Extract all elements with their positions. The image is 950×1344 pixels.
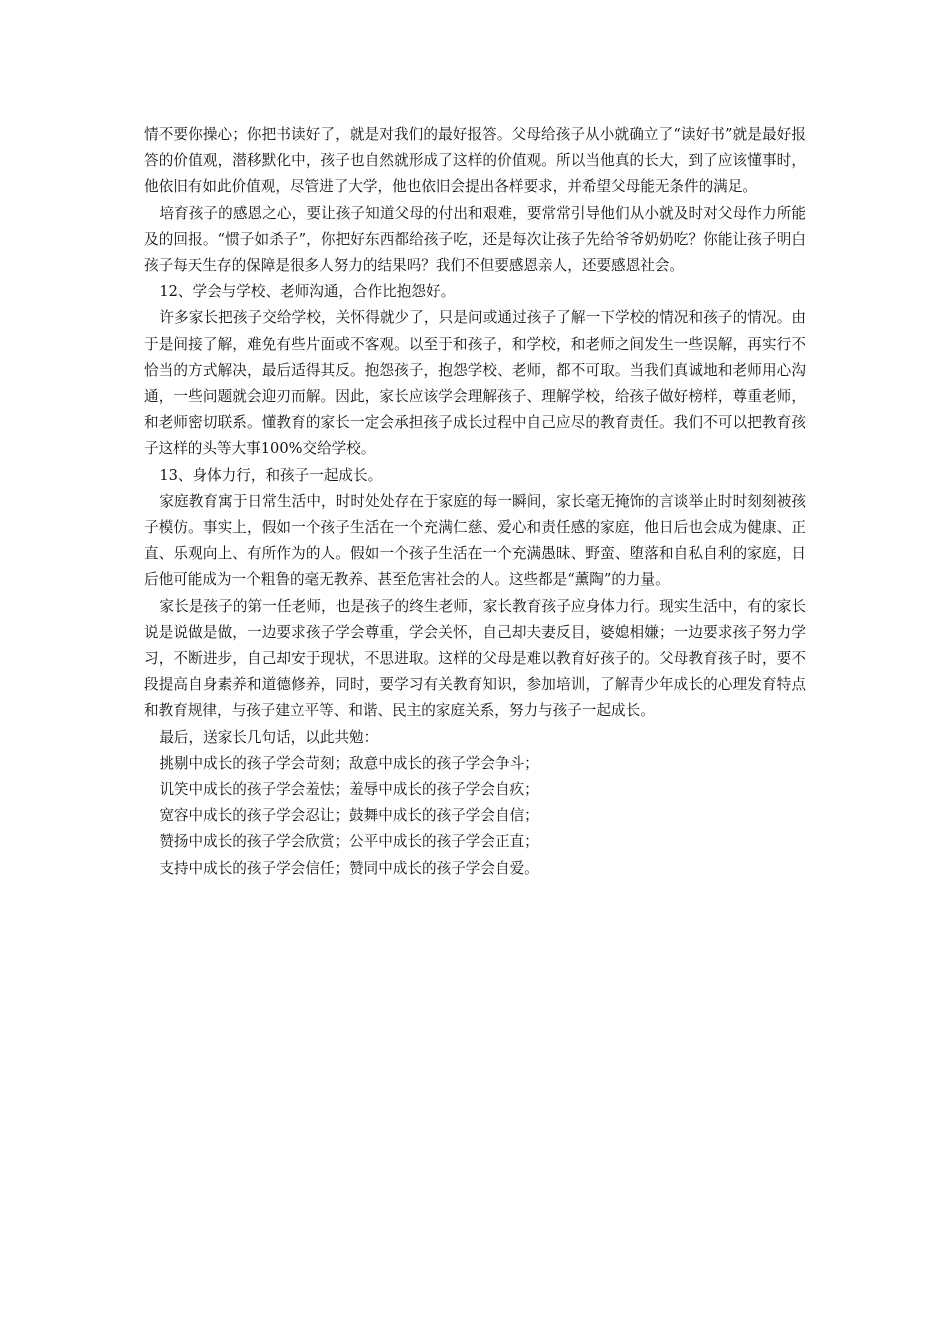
section-heading-13: 13、身体力行，和孩子一起成长。	[159, 466, 383, 484]
paragraph-gratitude: 培育孩子的感恩之心，要让孩子知道父母的付出和艰难，要常常引导他们从小就及时对父母作力所能及的回报。“惯子如杀子”，你把好东西都给孩子吃，还是每次让孩子先给爷爷奶奶吃？你能让孩子明白孩子每天生存的保障是很多人努力的结果吗？我们不但要感恩亲人，还要感恩社会。	[144, 204, 806, 275]
verse-line-3: 宽容中成长的孩子学会忍让；鼓舞中成长的孩子学会自信；	[159, 807, 539, 825]
verse-line-1: 挑剔中成长的孩子学会苛刻；敌意中成长的孩子学会争斗；	[159, 754, 539, 772]
verse-line-2: 讥笑中成长的孩子学会羞怯；羞辱中成长的孩子学会自疚；	[159, 781, 539, 799]
document-page	[144, 122, 806, 882]
section-heading-12: 12、学会与学校、老师沟通，合作比抱怨好。	[159, 283, 456, 301]
verse-line-5: 支持中成长的孩子学会信任；赞同中成长的孩子学会自爱。	[159, 859, 539, 877]
paragraph-closing-intro: 最后，送家长几句话，以此共勉：	[159, 728, 379, 746]
paragraph-school-communication: 许多家长把孩子交给学校，关怀得就少了，只是问或通过孩子了解一下学校的情况和孩子的情况。由于是间接了解，难免有些片面或不客观。以至于和孩子，和学校，和老师之间发生一些误解，再实行不恰当的方式解决，最后适得其反。抱怨孩子，抱怨学校、老师，都不可取。当我们真诚地和老师用心沟通，一些问题就会迎刃而解。因此，家长应该学会理解孩子、理解学校，给孩子做好榜样，尊重老师，和老师密切联系。懂教育的家长一定会承担孩子成长过程中自己应尽的教育责任。我们不可以把教育孩子这样的头等大事100%交给学校。	[144, 309, 806, 458]
paragraph-continuation: 情不要你操心；你把书读好了，就是对我们的最好报答。父母给孩子从小就确立了“读好书”就是最好报答的价值观，潜移默化中，孩子也自然就形成了这样的价值观。所以当他真的长大，到了应该懂事时，他依旧有如此价值观，尽管进了大学，他也依旧会提出各样要求，并希望父母能无条件的满足。	[144, 126, 806, 196]
verse-line-4: 赞扬中成长的孩子学会欣赏；公平中成长的孩子学会正直；	[159, 833, 539, 851]
paragraph-parent-role-model: 家长是孩子的第一任老师，也是孩子的终生老师，家长教育孩子应身体力行。现实生活中，有的家长说是说做是做，一边要求孩子学会尊重，学会关怀，自己却夫妻反目，婆媳相嫌；一边要求孩子努力学习，不断进步，自己却安于现状，不思进取。这样的父母是难以教育好孩子的。父母教育孩子时，要不段提高自身素养和道德修养，同时，要学习有关教育知识，参加培训，了解青少年成长的心理发育特点和教育规律，与孩子建立平等、和谐、民主的家庭关系，努力与孩子一起成长。	[144, 597, 806, 720]
paragraph-family-education: 家庭教育寓于日常生活中，时时处处存在于家庭的每一瞬间，家长毫无掩饰的言谈举止时时刻刻被孩子模仿。事实上，假如一个孩子生活在一个充满仁慈、爱心和责任感的家庭，他日后也会成为健康、正直、乐观向上、有所作为的人。假如一个孩子生活在一个充满愚昧、野蛮、堕落和自私自利的家庭，日后他可能成为一个粗鲁的毫无教养、甚至危害社会的人。这些都是“薰陶”的力量。	[144, 492, 806, 589]
